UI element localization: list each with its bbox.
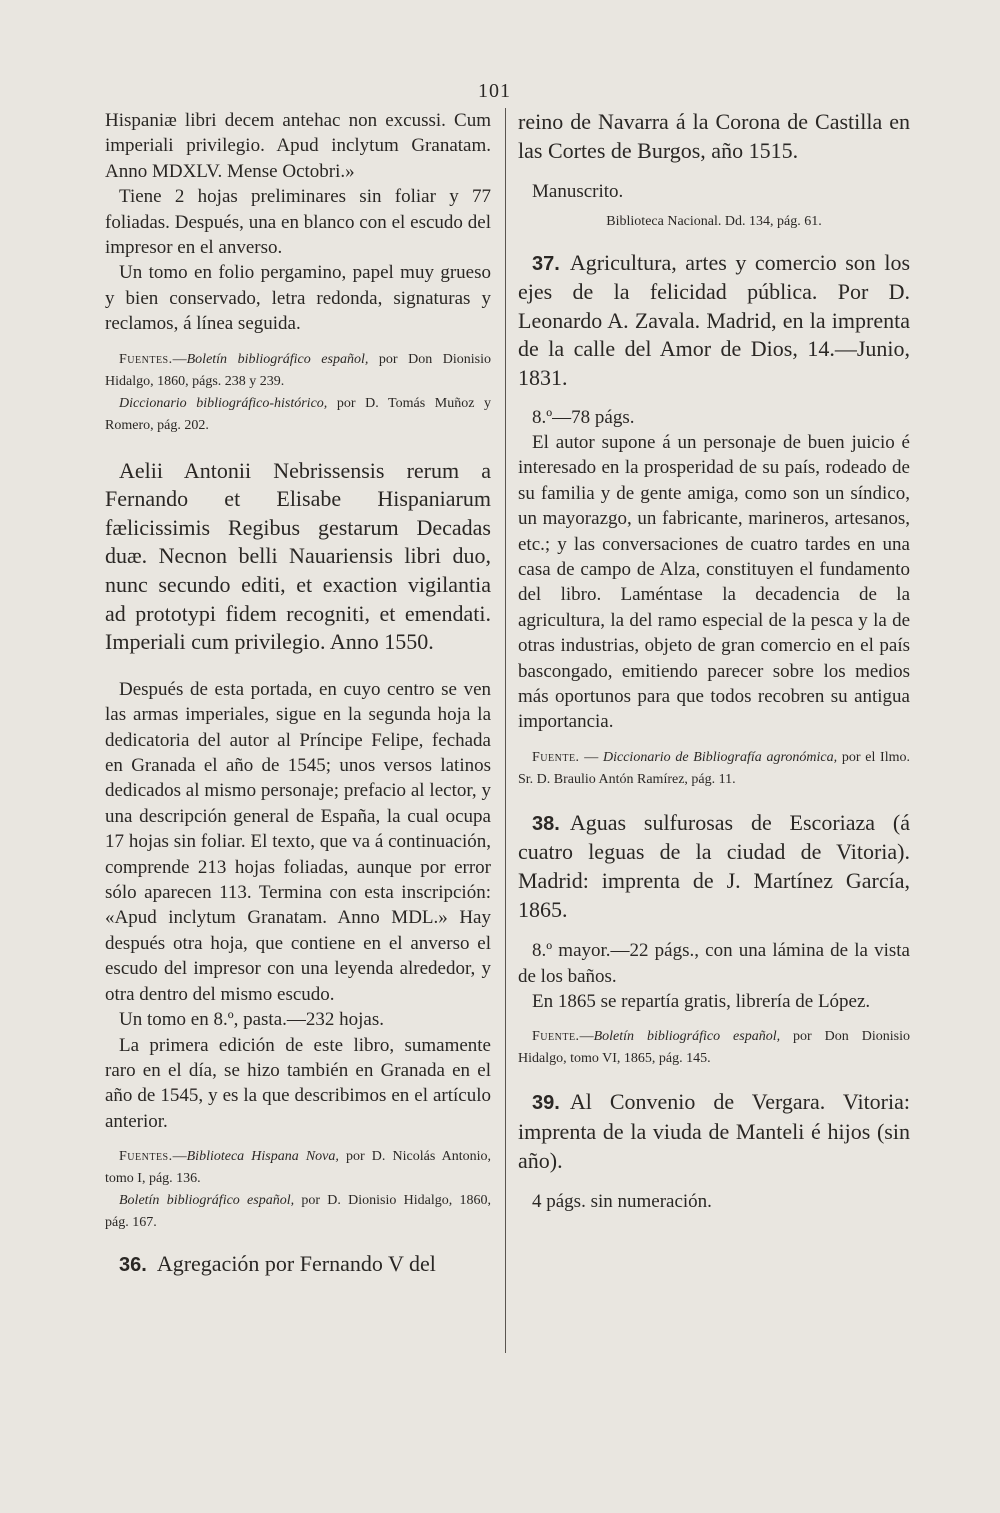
entry-title: Aguas sulfurosas de Escoriaza (á cuatro leguas de la ciudad de Vitoria). Madrid: imprenta de J. Martínez García, 1865. — [518, 809, 910, 922]
sources-dash: — — [172, 351, 187, 367]
left-column — [105, 108, 491, 1280]
entry-title: Al Convenio de Vergara. Vitoria: imprenta de la viuda de Manteli é hijos (sin año). — [518, 1089, 910, 1173]
entry-title: Agricultura, artes y comercio son los ejes de la felicidad pública. Por D. Leonardo A. Zavala. Madrid, en la imprenta de la calle del Amor de Dios, 14.—Junio, 1831. — [518, 249, 910, 390]
source-detail: por D. Dionisio Hidalgo, 1860, pág. 167. — [105, 1193, 491, 1231]
entry-37-heading — [518, 249, 910, 393]
sources-label: Fuentes. — [119, 351, 173, 367]
sources-dash: — — [172, 1149, 187, 1165]
right-column — [518, 108, 910, 1215]
entry-38-format: 8.º mayor.—22 págs., con una lámina de la vista de los baños. — [518, 940, 910, 987]
entry-39-format: 4 págs. sin numeración. — [532, 1191, 712, 1213]
sources-label: Fuente. — [532, 1029, 580, 1045]
entry-38-heading — [518, 809, 910, 924]
entry-title: Agregación por Fernando V del — [156, 1251, 436, 1277]
entry-36-heading — [105, 1250, 491, 1280]
sources-dash: — — [579, 1029, 594, 1045]
source-title: Boletín bibliográfico español, — [186, 351, 369, 367]
leaves-description: Tiene 2 hojas preliminares sin foliar y 77 foliadas. Después, una en blanco con el escudo del impresor en el anverso. — [105, 186, 491, 259]
binding-description: Un tomo en folio pergamino, papel muy grueso y bien conservado, letra redonda, signaturas y reclamos, á línea seguida. — [105, 262, 491, 335]
sources-note-3 — [105, 1146, 491, 1190]
entry-number: 36. — [119, 1254, 147, 1277]
manuscript-label: Manuscrito. — [532, 181, 624, 203]
column-divider — [505, 108, 506, 1353]
book-title-block: Aelii Antonii Nebrissensis rerum a Fernando et Elisabe Hispaniarum fælicissimis Regibus gestarum Decadas duæ. Necnon belli Nauariensis libri duo, nunc secundo editi, et exaction vigilantia ad prototypi fidem recogniti, et emendati. Imperiali cum privilegio. Anno 1550. — [105, 457, 491, 655]
source-detail: por Don Dionisio Hidalgo, 1860, págs. 238 y 239. — [105, 351, 491, 389]
sources-note-1 — [105, 349, 491, 393]
source-detail: por D. Nicolás Antonio, tomo I, pág. 136. — [105, 1149, 491, 1187]
continued-title-text: Hispaniæ libri decem antehac non excussi. Cum imperiali privilegio. Apud inclytum Granatam. Anno MDXLV. Mense Octobri.» — [105, 110, 491, 182]
source-title: Diccionario de Bibliografía agronómica, — [603, 749, 838, 765]
sources-note-5 — [518, 747, 910, 791]
sources-label: Fuente. — [532, 749, 580, 765]
entry-number: 37. — [532, 252, 560, 275]
book-format: Un tomo en 8.º, pasta.—232 hojas. — [119, 1009, 384, 1031]
entry-38-note: En 1865 se repartía gratis, librería de López. — [532, 991, 871, 1013]
entry-number: 38. — [532, 812, 560, 835]
sources-dash: — — [579, 749, 603, 765]
source-title: Diccionario bibliográfico-histórico, — [119, 395, 328, 411]
entry-37-description: El autor supone á un personaje de buen juicio é interesado en la prosperidad de su país, rodeado de su familia y de gente amiga, como son un síndico, un mayorazgo, un fabricante, marineros, artesanos, etc.; y las conversaciones de cuatro tardes en una casa de campo de Alza, constituyen el fundamento del libro. Laméntase la decadencia de la agricultura, la del ramo especial de la pesca y la de otras industrias, objeto de gran comercio en el país bascongado, emitiendo parecer sobre los medios más oportunos para que todos recobren su antigua importancia. — [518, 431, 910, 733]
source-title: Boletín bibliográfico español, — [119, 1193, 295, 1209]
entry-39-heading — [518, 1088, 910, 1175]
library-reference: Biblioteca Nacional. Dd. 134, pág. 61. — [606, 213, 822, 229]
entry-36-continuation: reino de Navarra á la Corona de Castilla en las Cortes de Burgos, año 1515. — [518, 109, 910, 163]
sources-note-2 — [105, 393, 491, 437]
sources-note-4 — [105, 1190, 491, 1234]
entry-number: 39. — [532, 1092, 560, 1115]
page-number: 101 — [478, 80, 511, 102]
sources-note-6 — [518, 1026, 910, 1070]
source-detail: por D. Tomás Muñoz y Romero, pág. 202. — [105, 395, 491, 433]
source-detail: por Don Dionisio Hidalgo, tomo VI, 1865, pág. 145. — [518, 1029, 910, 1067]
book-description: Después de esta portada, en cuyo centro se ven las armas imperiales, sigue en la segunda hoja la dedicatoria del autor al Príncipe Felipe, fechada en Granada el año de 1545; unos versos latinos dedicados al mismo personaje; prefacio al lector, y una descripción general de España, la cual ocupa 17 hojas sin foliar. El texto, que va á continuación, comprende 213 hojas foliadas, aunque por error sólo aparecen 113. Termina con esta inscripción: «Apud inclytum Granatam. Anno MDL.» Hay después otra hoja, que contiene en el anverso el escudo del impresor con una leyenda alrededor, y otra dentro del mismo escudo. — [105, 678, 491, 1005]
edition-note: La primera edición de este libro, sumamente raro en el día, se hizo también en Granada en el año de 1545, y es la que describimos en el artículo anterior. — [105, 1034, 491, 1132]
source-title: Biblioteca Hispana Nova, — [186, 1149, 339, 1165]
sources-label: Fuentes. — [119, 1149, 173, 1165]
source-detail: por el Ilmo. Sr. D. Braulio Antón Ramírez, pág. 11. — [518, 749, 910, 787]
source-title: Boletín bibliográfico español, — [593, 1029, 781, 1045]
entry-37-format: 8.º—78 págs. — [532, 406, 635, 428]
